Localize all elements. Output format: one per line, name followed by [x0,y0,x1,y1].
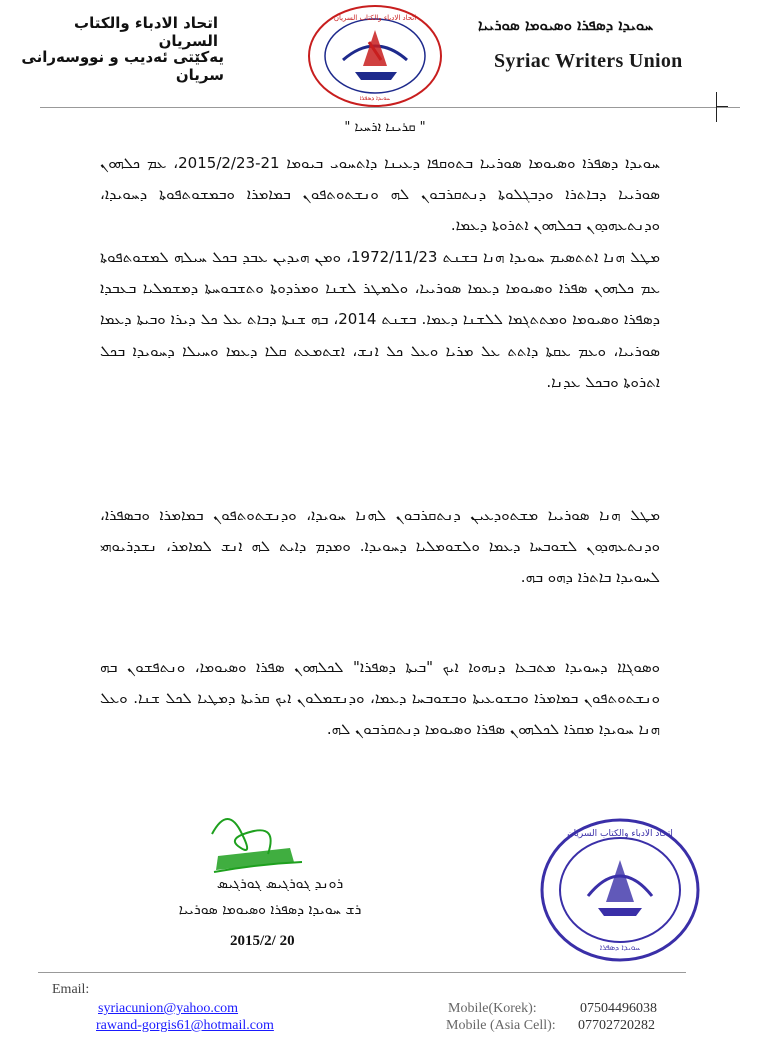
header-kurdish-name: يەكێتى ئەديب و نووسەرانى سريان [21,48,224,84]
mobile-number-korek: 07504496038 [580,1001,657,1016]
paragraph-3: ܡܛܠ ܗܢܐ ܣܘܪܝܝܐ ܡܫܬܘܕܥܝܢ ܕܢܬܩܪܒܘܢ ܠܗܢܐ ܚܘܝܕܐ، ܘܕܢܫܬܘܬܦܘܢ ܒܡܐܡܪܐ ܘܒܣܦܪܐ، ܘܕܢܬܥܗܕܘܢ ܠܫܘܒܚܐ ܕܥܡܐ ܘܠܫܘܡܠܝܐ ܕܚܘܝܕܐ. ܘܡܕܡ ܕܐܝܬ ܠܗ ܐܢܫ ܠܡܐܡܪ، ܢܫܕܪܝܘܗܝ ܠܚܘܝܕܐ ܒܐܬܪܐ ܕܗܘ ܒܗ. [100,506,660,587]
mobile-label-korek: Mobile(Korek): [448,1001,537,1016]
signatory-name: ܪܘܢܕ ܓܘܪܓܝܣ ܓܘܪܓܝܣ [216,876,344,892]
email-link-yahoo[interactable]: syriacunion@yahoo.com [98,1001,239,1016]
email-link-hotmail[interactable]: rawand-gorgis61@hotmail.com [96,1018,274,1033]
document-title: " ܩܪܝܢܐ ܐܪܚܝܐ " [344,120,426,135]
header-english-name: Syriac Writers Union [494,50,683,72]
header-syriac-name: ܚܘܝܕܐ ܕܣܦܪܐ ܘܣܝܘܡܐ ܣܘܪܝܝܐ [478,16,654,34]
paragraph-4: ܘܣܘܓܐܐ ܕܚܘܝܕܐ ܡܬܒܥܐ ܕܢܗܘܐ ܐܝܟ "ܒܝܬܐ ܕܣܦܪܐ" ܠܟܠܗܘܢ ܣܦܪܐ ܘܣܝܘܡܐ، ܘܢܬܦܫܘܢ ܒܗ ܘܢܫܬܘܬܦܘܢ ܒܡܐܡܪܐ ܘܒܫܘܥܝܬܐ ܘܒܫܘܒܚܐ ܕܥܡܐ، ܘܕܢܫܡܠܘܢ ܐܝܟ ܩܪܝܬܐ ܕܡܛܝܐ ܠܟܠ ܫܢܐ. ܘܥܠ ܗܢܐ ܚܘܝܕܐ ܡܩܪܐ ܠܟܠܗܘܢ ܣܦܪܐ ܘܣܝܘܡܐ ܕܢܬܩܪܒܘܢ ܠܗ. [100,658,660,739]
official-stamp [538,816,702,964]
header-arabic-name: اتحاد الادباء والكتاب السريان [74,14,218,50]
svg-text:ܚܘܝܕܐ ܕܣܦܪܐ: ܚܘܝܕܐ ܕܣܦܪܐ [599,943,641,952]
union-logo [305,2,445,110]
svg-text:اتحاد الادباء والكتاب السريان: اتحاد الادباء والكتاب السريان [567,829,673,839]
paragraph-1: ܚܘܝܕܐ ܕܣܦܪܐ ܘܣܝܘܡܐ ܣܘܪܝܝܐ ܒܬܘܩܦܐ ܕܥܝܢܐ ܕܐܬܚܘܝ ܒܝܘܡܐ 21-2015/2/23، ܥܡ ܟܠܗܘܢ ܣܘܪܝܝܐ ܕܒܐܬܪܐ ܘܕܒܓܠܘܬܐ ܕܢܬܩܪܒܘܢ ܠܗ ܘܢܫܬܘܬܦܘܢ ܒܡܐܡܪܐ ܘܒܡܫܘܬܦܘܬܐ ܕܚܘܝܕܐ، ܘܕܢܬܥܗܕܘܢ ܒܟܠܗܘܢ ܐܬܪܘܬܐ ܕܥܡܐ. [100,154,660,235]
svg-text:اتحاد الادباء والكتاب السريان: اتحاد الادباء والكتاب السريان [333,14,417,22]
signature-date: 2015/2/ 20 [230,933,295,949]
footer-divider [38,972,686,973]
svg-text:ܚܘܝܕܐ ܕܣܦܪܐ: ܚܘܝܕܐ ܕܣܦܪܐ [359,95,391,102]
paragraph-2: ܡܛܠ ܗܢܐ ܐܬܬܣܝܡ ܚܘܝܕܐ ܗܢܐ ܒܫܢܬ 1972/11/23، ܘܡܢ ܗܝܕܝܢ ܥܒܕ ܒܟܠ ܚܝܠܗ ܠܡܫܘܬܦܘܬܐ ܥܡ ܟܠܗܘܢ ܣܦܪܐ ܘܣܝܘܡܐ ܕܥܡܐ ܣܘܪܝܝܐ، ܘܠܡܛܪ ܠܫܢܐ ܘܡܪܕܘܬܐ ܘܬܫܒܘܚܬܐ ܕܡܫܡܠܝܐ ܒܥܒܕܐ ܕܣܦܪܐ ܘܣܝܘܡܐ ܘܡܬܬܓܡܐ ܠܠܫܢܐ ܕܥܡܐ. ܒܫܢܬ 2014، ܒܗ ܫܢܬܐ ܕܒܐܬ ܥܠ ܟܠ ܕܝܪܐ ܘܒܝܬܐ ܕܥܡܐ ܣܘܪܝܝܐ، ܘܥܡ ܥܩܬܐ ܕܐܬܬ ܥܠ ܡܪܝܐ ܘܥܠ ܟܠ ܐܢܫ، ܐܫܬܡܥܬ ܩܠܐ ܕܥܡܐ ܘܚܝܠܐ ܕܚܘܝܕܐ ܒܟܠ ܐܬܪܘܬܐ ܘܒܟܠ ܥܕܢܐ. [100,248,661,391]
signatory-title: ܪܫ ܚܘܝܕܐ ܕܣܦܪܐ ܘܣܝܘܡܐ ܣܘܪܝܝܐ [178,902,362,918]
mobile-number-asiacell: 07702720282 [578,1018,655,1033]
mobile-label-asiacell: Mobile (Asia Cell): [446,1018,556,1033]
email-label: Email: [52,982,90,997]
handwritten-signature [198,804,318,882]
corner-mark-horizontal [716,106,728,108]
header-divider [40,107,740,108]
